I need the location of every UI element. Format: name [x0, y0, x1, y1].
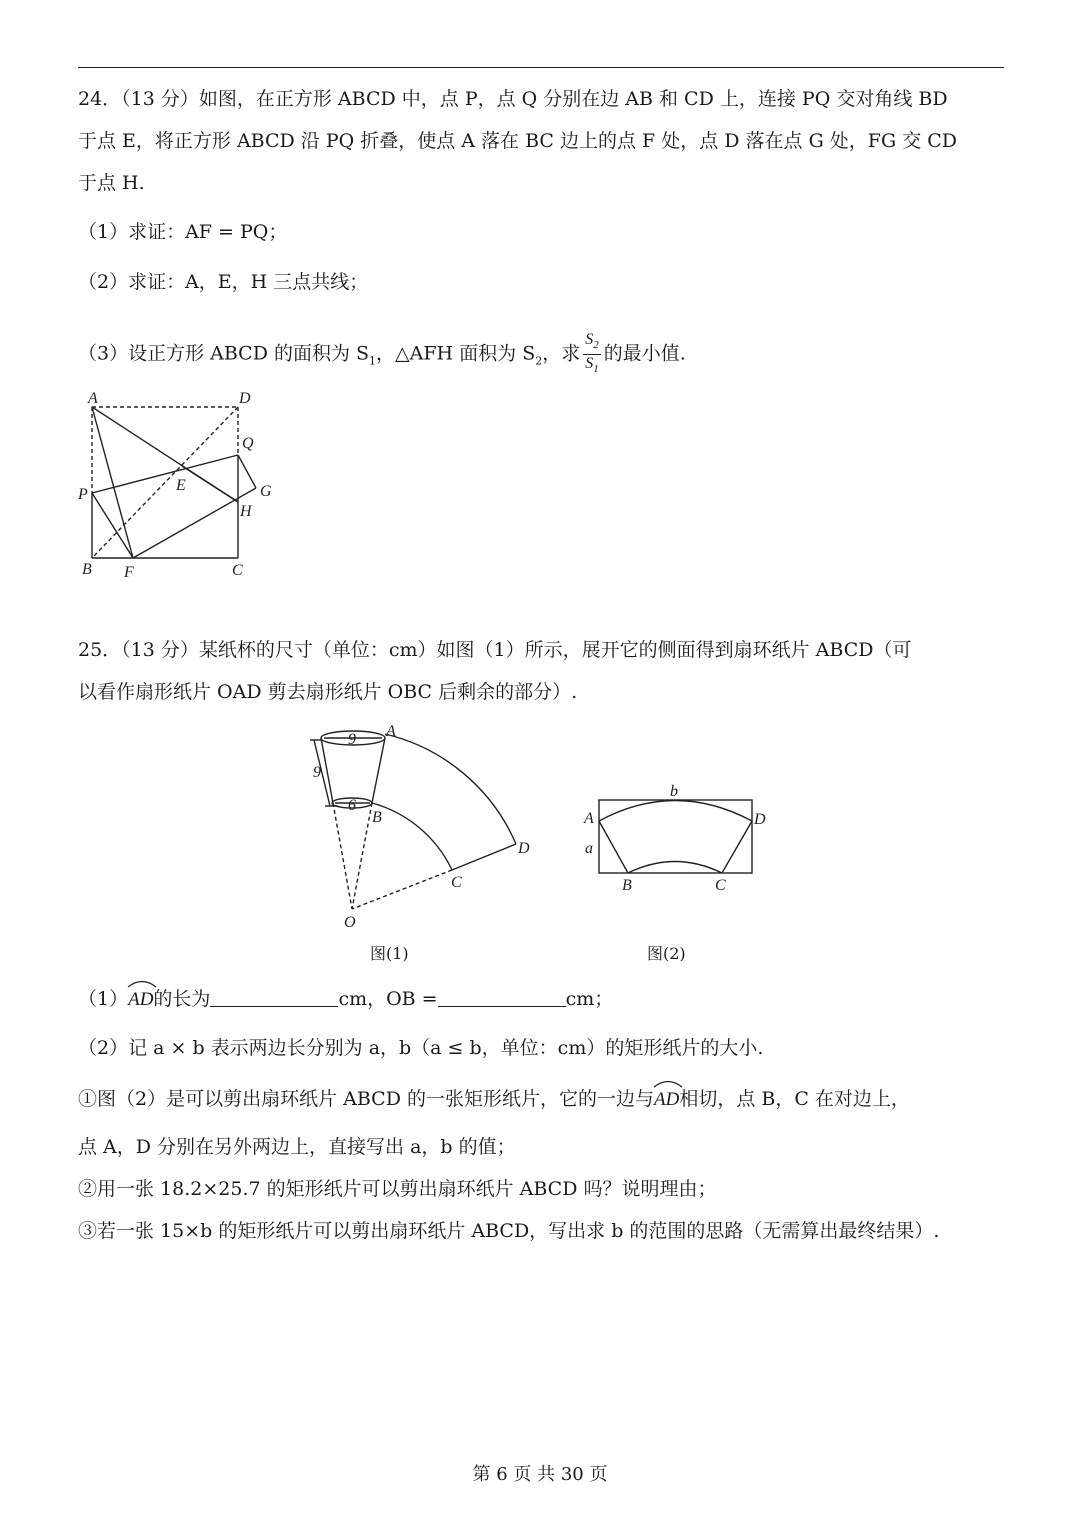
fig2-label-C: C [715, 877, 726, 894]
segment-AB [599, 821, 628, 873]
q24-part3-end: 的最小值. [603, 342, 686, 365]
ratio-fraction [583, 331, 601, 378]
dim-side-label: 9 [313, 764, 321, 781]
q24-part3-mid: ，△AFH 面积为 S [376, 342, 536, 365]
label-F: F [124, 564, 134, 581]
arc-AD-text-2: AD [653, 1089, 680, 1110]
dim-bottom-label: 6 [348, 797, 356, 814]
q24-part3-sub2: 2 [535, 354, 543, 368]
fig1-label-D: D [518, 840, 530, 857]
arc-mark-icon [126, 978, 158, 988]
cup-side-right [372, 738, 385, 803]
q25-sub-3: ③若一张 15×b 的矩形纸片可以剪出扇环纸片 ABCD，写出求 b 的范围的思路（无需算出最终结果）. [78, 1220, 940, 1242]
arc-AD-symbol [128, 985, 153, 1013]
q25-part-2: （2）记 a × b 表示两边长分别为 a，b（a ≤ b，单位：cm）的矩形纸片的大小. [78, 1037, 764, 1059]
q25-part1-mid: 的长为 [153, 988, 211, 1010]
segment-DC [452, 844, 516, 870]
fig2-label-B: B [622, 877, 632, 894]
segment-EH [182, 466, 238, 502]
segment-DC [722, 821, 752, 873]
frac-num-sub: 2 [593, 339, 599, 352]
arc-AD-symbol-2 [654, 1085, 679, 1113]
dim-top-label: 9 [348, 731, 356, 748]
fig2-label-D: D [754, 811, 766, 828]
q25-part1-unit1: cm，OB = [338, 988, 438, 1010]
q24-line-2: 于点 E，将正方形 ABCD 沿 PQ 折叠，使点 A 落在 BC 边上的点 F 处，点 D 落在点 G 处，FG 交 CD [78, 130, 958, 152]
arc-AD-text: AD [128, 989, 154, 1010]
answer-blank-1[interactable] [210, 988, 338, 1007]
q24-part-3 [78, 331, 686, 378]
arc-mark-icon [652, 1078, 684, 1088]
q24-part3-ask: ，求 [542, 342, 581, 365]
label-B: B [82, 561, 92, 578]
q25-sub1-a: ①图（2）是可以剪出扇环纸片 ABCD 的一张矩形纸片，它的一边与 [78, 1088, 654, 1110]
arc-BC [372, 803, 452, 870]
label-Q: Q [242, 435, 254, 452]
fig1-label-B: B [372, 809, 382, 826]
diagonal-BD [92, 407, 238, 558]
q25-sub-1 [78, 1085, 910, 1113]
segment-cup-O-left-dashed [333, 803, 352, 909]
q24-part3-pre: （3）设正方形 ABCD 的面积为 S [78, 342, 370, 365]
arc-AD [599, 801, 752, 822]
q25-part1-pre: （1） [78, 988, 129, 1010]
segment-PF [92, 493, 133, 558]
q25-line-2: 以看作扇形纸片 OAD 剪去扇形纸片 OBC 后剩余的部分）. [78, 681, 578, 703]
label-P: P [78, 486, 88, 503]
q25-part1-unit2: cm； [565, 988, 614, 1010]
fig2-label-b: b [670, 783, 678, 800]
q24-line-1: 24．（13 分）如图，在正方形 ABCD 中，点 P，点 Q 分别在边 AB 和 CD 上，连接 PQ 交对角线 BD [78, 88, 948, 110]
arc-BC [628, 862, 722, 874]
frac-den-sub: 1 [593, 363, 599, 376]
header-rule [78, 67, 1004, 68]
fig2-label-A: A [584, 810, 594, 827]
q25-line-1: 25．（13 分）某纸杯的尺寸（单位：cm）如图（1）所示，展开它的侧面得到扇环纸片 ABCD（可 [78, 639, 912, 661]
segment-cup-O-right-dashed [352, 803, 372, 909]
fig2-label-a: a [585, 840, 593, 857]
fig1-label-O: O [344, 914, 356, 931]
label-D: D [239, 392, 251, 407]
segment-CO-dashed [352, 870, 452, 909]
q25-figure-1 [300, 720, 550, 935]
q25-sub-2: ②用一张 18.2×25.7 的矩形纸片可以剪出扇环纸片 ABCD 吗？说明理由； [78, 1178, 717, 1200]
arc-AD [385, 734, 516, 844]
fig1-label-C: C [451, 874, 462, 891]
fig1-label-A: A [386, 723, 396, 740]
caption-figure-1: 图(1) [370, 944, 409, 963]
answer-blank-2[interactable] [438, 988, 566, 1007]
q24-figure [72, 392, 292, 582]
segment-QG [238, 455, 256, 488]
q24-part-1: （1）求证：AF = PQ； [78, 221, 288, 243]
q25-figure-2 [578, 778, 778, 898]
q25-sub1-b: 相切，点 B，C 在对边上， [679, 1088, 910, 1110]
frac-num: S [585, 331, 594, 348]
label-G: G [260, 483, 272, 500]
caption-figure-2: 图(2) [647, 944, 686, 963]
q24-line-3: 于点 H. [78, 172, 145, 194]
q24-part3-sub1: 1 [369, 354, 377, 368]
q24-part-2: （2）求证：A，E，H 三点共线； [78, 271, 369, 293]
label-E: E [176, 477, 186, 494]
page-footer: 第 6 页 共 30 页 [472, 1464, 608, 1485]
frac-den: S [585, 355, 594, 373]
label-A: A [88, 392, 98, 407]
label-H: H [240, 503, 252, 520]
q25-sub-1-cont: 点 A，D 分别在另外两边上，直接写出 a，b 的值； [78, 1136, 516, 1158]
label-C: C [232, 562, 243, 579]
q25-part-1 [78, 985, 613, 1013]
